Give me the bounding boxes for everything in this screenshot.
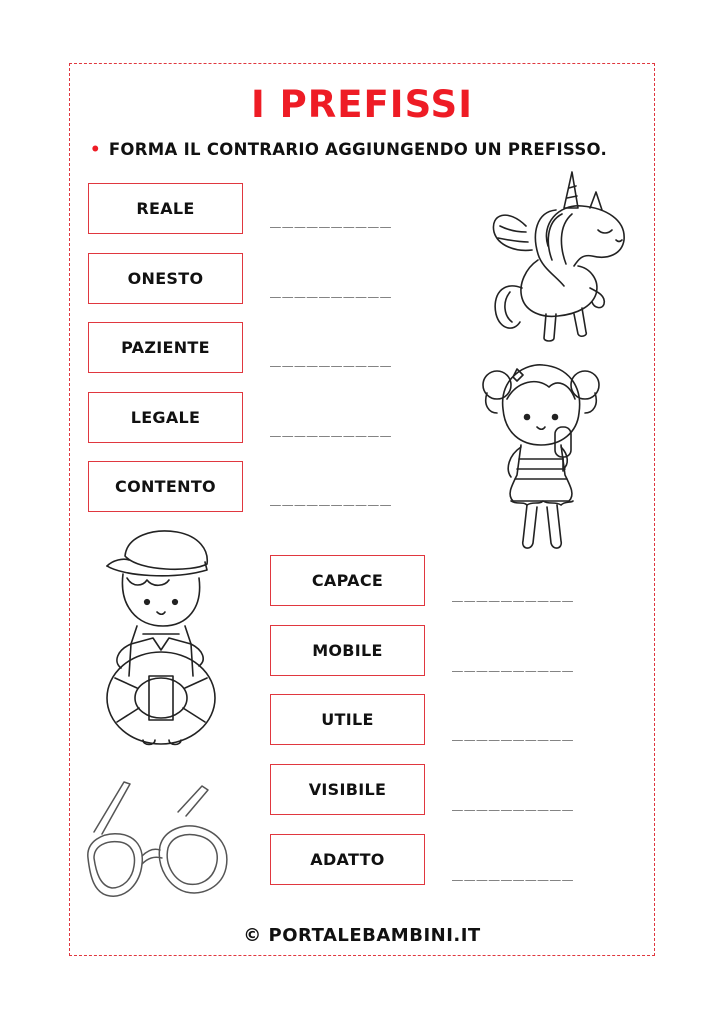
answer-line[interactable]: __________ xyxy=(270,419,393,437)
answer-line[interactable]: __________ xyxy=(270,210,393,228)
word-box: ONESTO xyxy=(88,253,243,304)
instruction-text: FORMA IL CONTRARIO AGGIUNGENDO UN PREFISSO. xyxy=(108,140,608,159)
answer-line[interactable]: __________ xyxy=(270,349,393,367)
word-box: CAPACE xyxy=(270,555,425,606)
unicorn-illustration xyxy=(486,168,636,346)
word-box: CONTENTO xyxy=(88,461,243,512)
word-box: LEGALE xyxy=(88,392,243,443)
bullet-icon: • xyxy=(90,140,101,159)
sunglasses-illustration xyxy=(84,772,234,912)
footer-copyright: © PORTALEBAMBINI.IT xyxy=(243,925,481,946)
girl-with-popsicle-illustration xyxy=(477,355,605,560)
word-box: PAZIENTE xyxy=(88,322,243,373)
page-title: I PREFISSI xyxy=(251,83,473,126)
answer-line[interactable]: __________ xyxy=(452,654,575,672)
instruction xyxy=(90,140,607,159)
word-box: ADATTO xyxy=(270,834,425,885)
word-box: VISIBILE xyxy=(270,764,425,815)
answer-line[interactable]: __________ xyxy=(452,863,575,881)
answer-line[interactable]: __________ xyxy=(270,488,393,506)
sailor-boy-with-lifebuoy-illustration xyxy=(103,526,223,748)
word-box: MOBILE xyxy=(270,625,425,676)
answer-line[interactable]: __________ xyxy=(452,584,575,602)
word-box: REALE xyxy=(88,183,243,234)
answer-line[interactable]: __________ xyxy=(270,280,393,298)
word-box: UTILE xyxy=(270,694,425,745)
answer-line[interactable]: __________ xyxy=(452,793,575,811)
answer-line[interactable]: __________ xyxy=(452,723,575,741)
